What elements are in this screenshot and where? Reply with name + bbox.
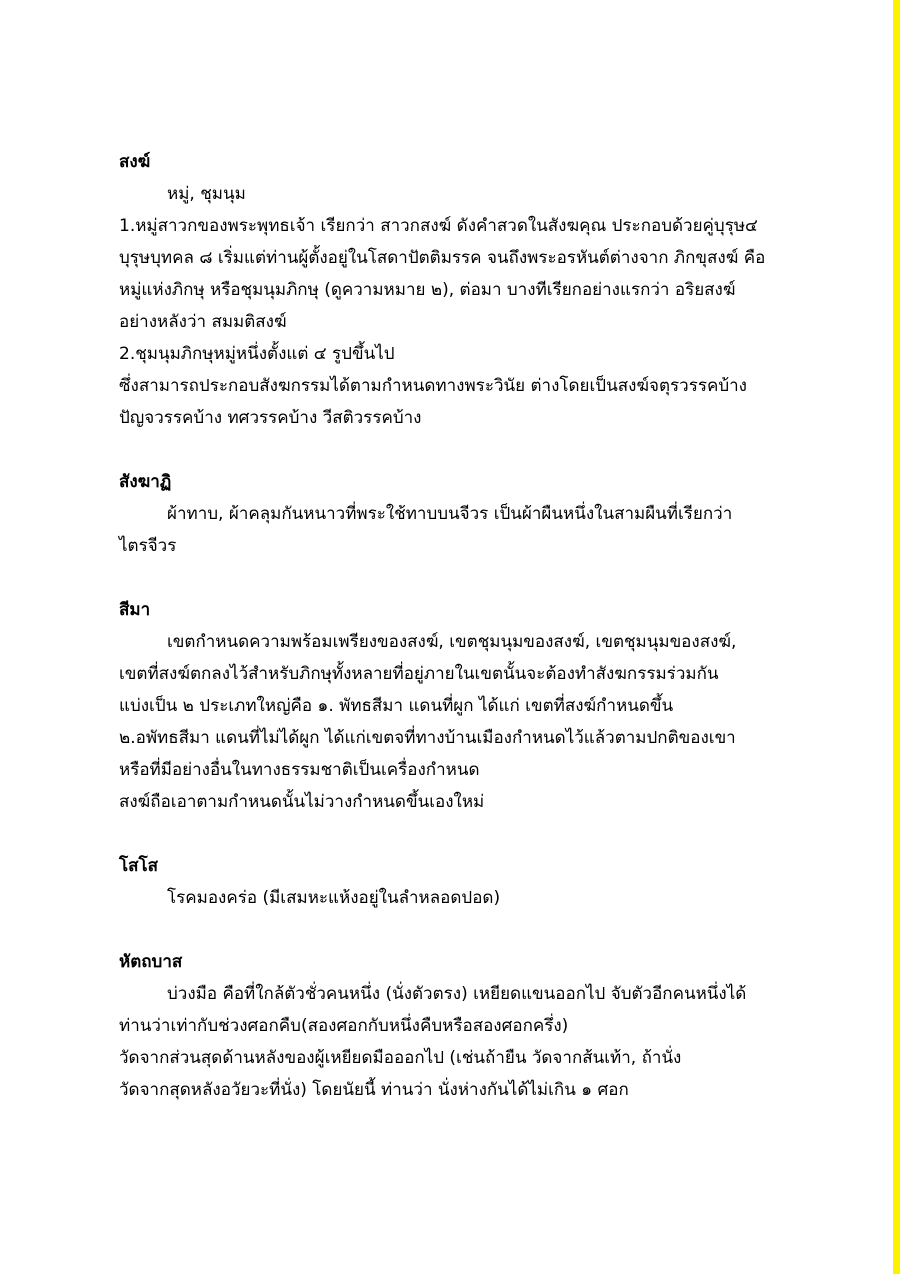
entry-line: 2.ชุมนุมภิกษุหมู่หนึ่งตั้งแต่ ๔ รูปขึ้นไป — [119, 344, 395, 364]
entry-term: สีมา — [119, 600, 151, 620]
entry-line: วัดจากส่วนสุดด้านหลังของผู้เหยียดมือออกไป (เช่นถ้ายืน วัดจากส้นเท้า, ถ้านั่ง — [119, 1048, 682, 1068]
entry-line: บุรุษบุทคล ๘ เริ่มแต่ท่านผู้ตั้งอยู่ในโสดาปัตติมรรค จนถึงพระอรหันต์ต่างจาก ภิกขุสงฆ์ คือ — [119, 248, 766, 268]
entry-line: อย่างหลังว่า สมมติสงฆ์ — [119, 312, 287, 332]
entry-line: เขตกำหนดความพร้อมเพรียงของสงฆ์, เขตชุมนุมของสงฆ์, เขตชุมนุมของสงฆ์, — [167, 632, 737, 652]
glossary-entry-sanghati — [119, 466, 824, 562]
entry-line: 1.หมู่สาวกของพระพุทธเจ้า เรียกว่า สาวกสงฆ์ ดังคำสวดในสังฆคุณ ประกอบด้วยคู่บุรุษ๔ — [119, 216, 758, 236]
glossary-entry-sima — [119, 594, 824, 818]
entry-line: หรือที่มีอย่างอื่นในทางธรรมชาติเป็นเครื่องกำหนด — [119, 760, 480, 780]
entry-term: สงฆ์ — [119, 152, 151, 172]
entry-line: หมู่แห่งภิกษุ หรือชุมนุมภิกษุ (ดูความหมาย ๒), ต่อมา บางทีเรียกอย่างแรกว่า อริยสงฆ์ — [119, 280, 736, 300]
entry-line: ท่านว่าเท่ากับช่วงศอกคืบ(สองศอกกับหนึ่งคืบหรือสองศอกครึ่ง) — [119, 1016, 569, 1036]
entry-line: ปัญจวรรคบ้าง ทศวรรคบ้าง วีสติวรรคบ้าง — [119, 408, 422, 428]
glossary-entry-sangha — [119, 146, 824, 434]
entry-line: โรคมองคร่อ (มีเสมหะแห้งอยู่ในลำหลอดปอด) — [167, 888, 501, 908]
entry-line: วัดจากสุดหลังอวัยวะที่นั่ง) โดยนัยนี้ ท่านว่า นั่งห่างกันได้ไม่เกิน ๑ ศอก — [119, 1080, 629, 1100]
glossary-content — [119, 146, 824, 1106]
entry-line: ซึ่งสามารถประกอบสังฆกรรมได้ตามกำหนดทางพระวินัย ต่างโดยเป็นสงฆ์จตุรวรรคบ้าง — [119, 376, 747, 396]
entry-term: โสโส — [119, 856, 159, 876]
page-edge-strip — [893, 0, 900, 1274]
entry-line: สงฆ์ถือเอาตามกำหนดนั้นไม่วางกำหนดขึ้นเองใหม่ — [119, 792, 485, 812]
glossary-entry-hatthabat — [119, 946, 824, 1106]
glossary-entry-soso — [119, 850, 824, 914]
entry-line: ไตรจีวร — [119, 536, 177, 556]
entry-line: ผ้าทาบ, ผ้าคลุมกันหนาวที่พระใช้ทาบบนจีวร เป็นผ้าผืนหนึ่งในสามผืนที่เรียกว่า — [167, 504, 733, 524]
entry-line: ๒.อพัทธสีมา แดนที่ไม่ได้ผูก ได้แก่เขตจที่ทางบ้านเมืองกำหนดไว้แล้วตามปกติของเขา — [119, 728, 736, 748]
entry-line: บ่วงมือ คือที่ใกล้ตัวชั่วคนหนึ่ง (นั่งตัวตรง) เหยียดแขนออกไป จับตัวอีกคนหนึ่งได้ — [167, 984, 747, 1004]
entry-line: หมู่, ชุมนุม — [167, 184, 246, 204]
entry-line: แบ่งเป็น ๒ ประเภทใหญ่คือ ๑. พัทธสีมา แดนที่ผูก ได้แก่ เขตที่สงฆ์กำหนดขึ้น — [119, 696, 674, 716]
entry-term: สังฆาฏิ — [119, 472, 172, 492]
entry-line: เขตที่สงฆ์ตกลงไว้สำหรับภิกษุทั้งหลายที่อยู่ภายในเขตนั้นจะต้องทำสังฆกรรมร่วมกัน — [119, 664, 719, 684]
entry-term: หัตถบาส — [119, 952, 183, 972]
